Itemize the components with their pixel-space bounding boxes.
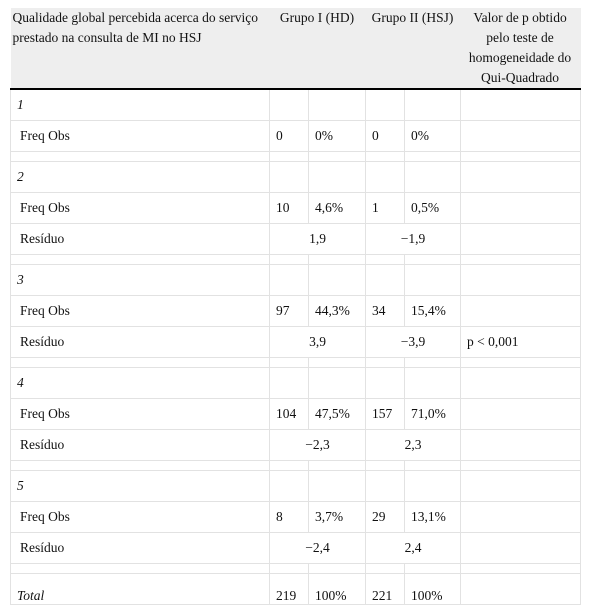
residual-label: Resíduo [11, 327, 270, 358]
freq-p2: 71,0% [405, 399, 461, 430]
p-value: p < 0,001 [461, 327, 581, 358]
group-row [11, 89, 581, 121]
header-group-2: Grupo II (HSJ) [366, 8, 461, 89]
freq-n2: 34 [366, 296, 405, 327]
residual-group-2: 2,3 [366, 430, 461, 461]
residual-group-2: 2,4 [366, 533, 461, 564]
freq-label: Freq Obs [11, 121, 270, 152]
freq-n2: 0 [366, 121, 405, 152]
freq-p1: 3,7% [309, 502, 366, 533]
total-label: Total [11, 574, 270, 605]
freq-p2: 13,1% [405, 502, 461, 533]
freq-n1: 0 [270, 121, 309, 152]
header-group-1: Grupo I (HD) [270, 8, 366, 89]
freq-n2: 1 [366, 193, 405, 224]
freq-n2: 29 [366, 502, 405, 533]
freq-p1: 44,3% [309, 296, 366, 327]
freq-row [11, 193, 581, 224]
freq-p2: 0% [405, 121, 461, 152]
group-label: 4 [11, 368, 270, 399]
group-label: 3 [11, 265, 270, 296]
freq-n1: 97 [270, 296, 309, 327]
freq-p2: 15,4% [405, 296, 461, 327]
freq-row [11, 502, 581, 533]
freq-n1: 104 [270, 399, 309, 430]
results-table [10, 8, 581, 605]
spacer-row [11, 358, 581, 368]
residual-group-1: 1,9 [270, 224, 366, 255]
freq-n1: 8 [270, 502, 309, 533]
freq-n1: 10 [270, 193, 309, 224]
group-row [11, 162, 581, 193]
freq-label: Freq Obs [11, 193, 270, 224]
total-n1: 219 [270, 574, 309, 605]
residual-row [11, 430, 581, 461]
total-n2: 221 [366, 574, 405, 605]
freq-label: Freq Obs [11, 399, 270, 430]
residual-row [11, 224, 581, 255]
freq-p1: 0% [309, 121, 366, 152]
residual-label: Resíduo [11, 224, 270, 255]
total-p2: 100% [405, 574, 461, 605]
header-row [11, 8, 581, 89]
header-p-value: Valor de p obtido pelo teste de homogeneidade do Qui-Quadrado [461, 8, 581, 89]
group-label: 1 [11, 89, 270, 121]
freq-label: Freq Obs [11, 296, 270, 327]
spacer-row [11, 564, 581, 574]
total-row [11, 574, 581, 605]
freq-p1: 4,6% [309, 193, 366, 224]
residual-row [11, 533, 581, 564]
freq-p2: 0,5% [405, 193, 461, 224]
group-row [11, 368, 581, 399]
residual-label: Resíduo [11, 533, 270, 564]
residual-row [11, 327, 581, 358]
freq-row [11, 399, 581, 430]
freq-label: Freq Obs [11, 502, 270, 533]
group-label: 5 [11, 471, 270, 502]
freq-p1: 47,5% [309, 399, 366, 430]
residual-group-1: −2,3 [270, 430, 366, 461]
freq-row [11, 296, 581, 327]
residual-group-1: 3,9 [270, 327, 366, 358]
residual-group-2: −3,9 [366, 327, 461, 358]
group-row [11, 471, 581, 502]
residual-group-2: −1,9 [366, 224, 461, 255]
spacer-row [11, 461, 581, 471]
freq-row [11, 121, 581, 152]
header-quality: Qualidade global percebida acerca do serviço prestado na consulta de MI no HSJ [11, 8, 270, 89]
residual-group-1: −2,4 [270, 533, 366, 564]
residual-label: Resíduo [11, 430, 270, 461]
spacer-row [11, 255, 581, 265]
group-label: 2 [11, 162, 270, 193]
total-p1: 100% [309, 574, 366, 605]
spacer-row [11, 152, 581, 162]
freq-n2: 157 [366, 399, 405, 430]
group-row [11, 265, 581, 296]
